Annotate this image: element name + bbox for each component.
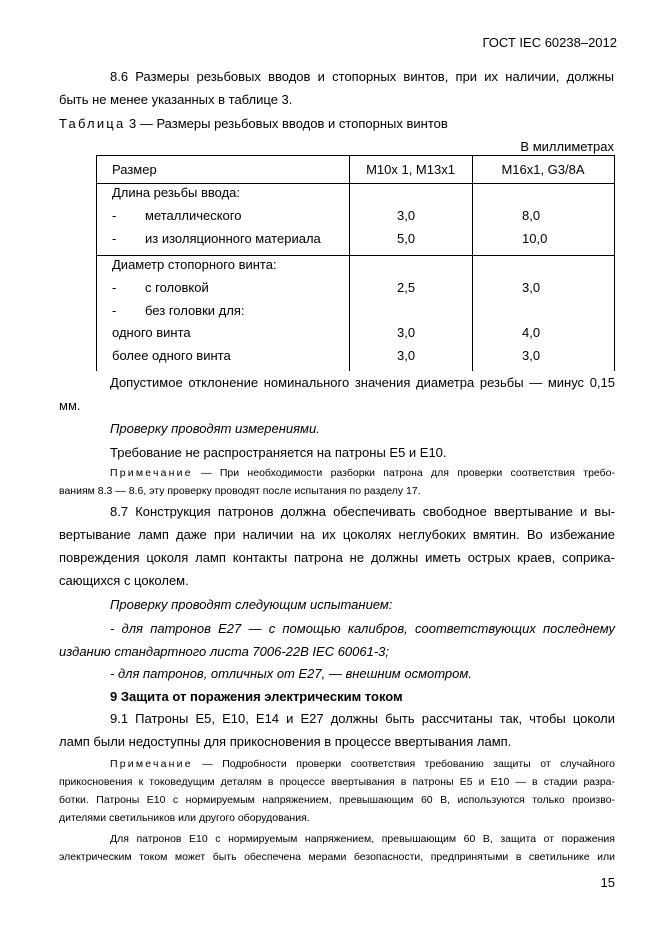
table-row-dash: - bbox=[112, 208, 117, 223]
note2-line3: ботки. Патроны Е10 с нормируемым напряжением, превышающим 60 В, используются только произво- bbox=[59, 794, 615, 806]
table-row-dash: - bbox=[112, 280, 117, 295]
note2-line1 bbox=[110, 757, 615, 771]
e27-item-line2: изданию стандартного листа 7006-22В IEC 60061-3; bbox=[59, 644, 390, 659]
tolerance-line1: Допустимое отклонение номинального значения диаметра резьбы — минус 0,15 bbox=[110, 375, 615, 390]
table-top-rule bbox=[96, 155, 615, 156]
e27-item-line1: - для патронов Е27 — с помощью калибров, соответствующих последнему bbox=[110, 621, 615, 636]
units-label: В миллиметрах bbox=[520, 139, 614, 154]
table-cell-m10: 3,0 bbox=[397, 325, 416, 340]
para-e10-line1: Для патронов Е10 с нормируемым напряжением, превышающим 60 В, защита от поражения bbox=[110, 833, 615, 845]
table-cell-m10: 5,0 bbox=[397, 231, 416, 246]
table-cell-m10: 3,0 bbox=[397, 208, 416, 223]
table-cell-m16: 8,0 bbox=[522, 208, 541, 223]
check-test: Проверку проводят следующим испытанием: bbox=[110, 597, 393, 612]
table-header-m16: M16x1, G3/8A bbox=[501, 162, 585, 177]
para-9-1-line1: 9.1 Патроны Е5, Е10, Е14 и Е27 должны быть рассчитаны так, чтобы цоколи bbox=[110, 711, 615, 726]
note2-text: — Подробности проверки соответствия требованию защиты от случайного bbox=[192, 758, 615, 770]
para-9-1-line2: ламп были недоступны для прикосновения в процессе ввертывания ламп. bbox=[59, 734, 512, 749]
table-caption bbox=[59, 116, 448, 132]
note1-line2: ваниям 8.3 — 8.6, эту проверку проводят после испытания по разделу 17. bbox=[59, 485, 421, 497]
note1-text: — При необходимости разборки патрона для проверки соответствия требо- bbox=[192, 467, 615, 479]
para-8-6-line1: 8.6 Размеры резьбовых вводов и стопорных винтов, при их наличии, должны bbox=[110, 69, 614, 84]
para-8-6-line2: быть не менее указанных в таблице 3. bbox=[59, 92, 293, 107]
para-8-7-line3: повреждения цоколя ламп контакты патрона не должны иметь острых краев, соприка- bbox=[59, 550, 615, 565]
table-caption-text: 3 — Размеры резьбовых вводов и стопорных винтов bbox=[125, 116, 448, 131]
tolerance-line2: мм. bbox=[59, 398, 81, 413]
para-8-7-line1: 8.7 Конструкция патронов должна обеспечивать свободное ввертывание и вы- bbox=[110, 504, 615, 519]
table-cell-m16: 3,0 bbox=[522, 348, 541, 363]
table-group-rule bbox=[96, 255, 615, 256]
table-left-border bbox=[96, 155, 97, 371]
table-row-label: более одного винта bbox=[112, 348, 231, 363]
table-row-dash: - bbox=[112, 303, 117, 318]
para-8-7-line2: вертывание ламп даже при наличии на их цоколях неглубоких вмятин. Во избежание bbox=[59, 527, 615, 542]
table-row-label: Длина резьбы ввода: bbox=[112, 185, 241, 200]
table-col-divider-2 bbox=[472, 155, 473, 371]
table-header-rule bbox=[96, 183, 615, 184]
table-row-label: Диаметр стопорного винта: bbox=[112, 257, 277, 272]
table-col-divider-1 bbox=[349, 155, 350, 371]
check-measure: Проверку проводят измерениями. bbox=[110, 421, 320, 436]
table-row-label: с головкой bbox=[145, 280, 209, 295]
standard-header: ГОСТ IEC 60238–2012 bbox=[482, 35, 617, 50]
table-row-label: из изоляционного материала bbox=[145, 231, 321, 246]
note1-line1 bbox=[110, 466, 615, 480]
table-right-border bbox=[614, 155, 615, 371]
table-caption-label: Таблица bbox=[59, 116, 126, 131]
section-9-title: 9 Защита от поражения электрическим током bbox=[110, 689, 403, 704]
non-e27-item: - для патронов, отличных от Е27, — внешним осмотром. bbox=[110, 666, 472, 681]
para-8-7-line4: сающихся с цоколем. bbox=[59, 573, 189, 588]
table-header-m10: M10x 1, M13x1 bbox=[366, 162, 455, 177]
table-cell-m16: 4,0 bbox=[522, 325, 541, 340]
table-row-label: без головки для: bbox=[145, 303, 245, 318]
page-number: 15 bbox=[600, 875, 615, 890]
table-cell-m10: 3,0 bbox=[397, 348, 416, 363]
table-cell-m10: 2,5 bbox=[397, 280, 416, 295]
table-cell-m16: 3,0 bbox=[522, 280, 541, 295]
table-row-dash: - bbox=[112, 231, 117, 246]
para-e10-line2: электрическим током может быть обеспечена мерами безопасности, предпринятыми в светильнике или bbox=[59, 851, 615, 863]
table-row-label: одного винта bbox=[112, 325, 191, 340]
table-row-label: металлического bbox=[145, 208, 242, 223]
note2-line2: прикосновения к токоведущим деталям в процессе ввертывания в патроны Е5 и Е10 — в стадии разра- bbox=[59, 776, 615, 788]
table-cell-m16: 10,0 bbox=[522, 231, 548, 246]
note2-line4: дителями светильников или другого оборудования. bbox=[59, 812, 310, 824]
table-header-size: Размер bbox=[112, 162, 157, 177]
note1-label: Примечание bbox=[110, 467, 193, 479]
note2-label: Примечание bbox=[110, 758, 193, 770]
not-applicable: Требование не распространяется на патроны Е5 и Е10. bbox=[110, 445, 447, 460]
